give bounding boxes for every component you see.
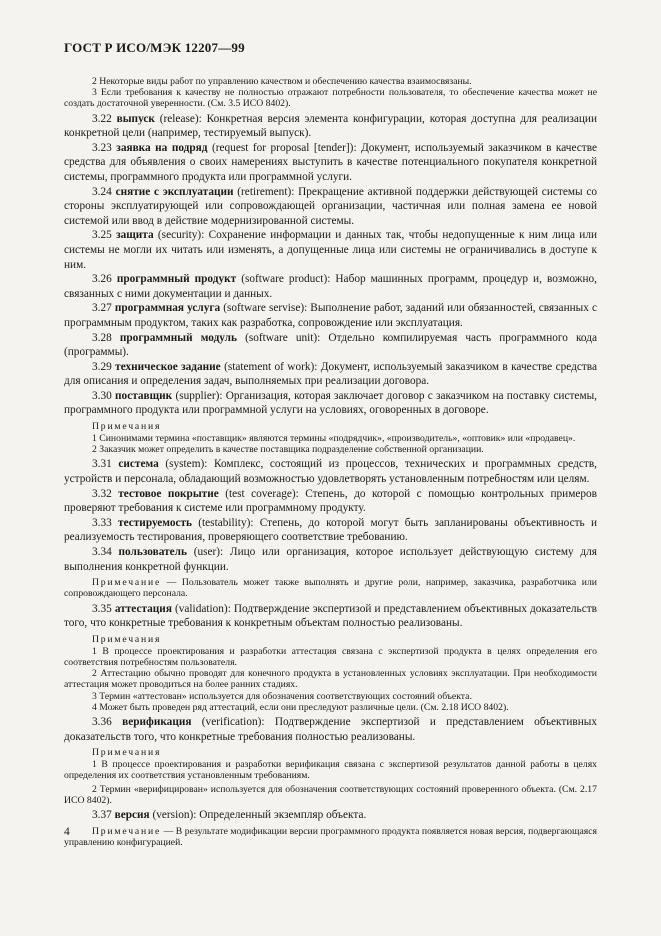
document-header: ГОСТ Р ИСО/МЭК 12207—99	[64, 40, 245, 55]
clause-number: 3.36	[92, 716, 112, 729]
definition-text: (supplier): Организация, которая заключает договор с заказчиком на поставку системы, программного продукта или программной услуги на условиях, оговоренных в договоре.	[64, 389, 598, 417]
term: техническое задание	[115, 360, 221, 373]
term: поставщик	[115, 389, 173, 402]
term: аттестация	[114, 602, 172, 615]
clause-number: 3.23	[92, 141, 112, 154]
definition-3-28	[64, 331, 597, 360]
clause-number: 3.29	[92, 360, 112, 373]
clause-number: 3.32	[92, 487, 112, 500]
definition-text: (verification): Подтверждение экспертизой и представлением объективных доказательств того, что конкретные требования полностью реализованы.	[64, 716, 598, 743]
note-text: — В результате модификации версии программного продукта появляется новая версия, подвергающаяся управлению конфигурацией.	[64, 825, 597, 848]
clause-number: 3.31	[92, 458, 112, 471]
clause-number: 3.37	[92, 809, 112, 822]
notes-label: Примечания	[92, 633, 162, 645]
definition-text: (system): Комплекс, состоящий из процессов, технических и программных средств, устройств и персонала, обладающий возможностью удовлетворять установленным потребностям или целям.	[64, 458, 597, 486]
clause-number: 3.22	[92, 112, 112, 125]
clause-number: 3.27	[92, 302, 112, 315]
term: система	[118, 458, 159, 471]
note-label: Примечание	[92, 825, 162, 837]
definition-3-37	[64, 808, 597, 823]
note-text: 2 Некоторые виды работ по управлению качеством и обеспечению качества взаимосвязаны.	[92, 76, 472, 87]
note-label: Примечание	[92, 577, 162, 589]
term: выпуск	[116, 112, 155, 125]
definition-3-35	[64, 602, 597, 631]
page-number: 4	[64, 826, 70, 838]
note-text: 2 Термин «верифицирован» используется для обозначения соответствующих состояний проверенного объекта. (См. 2.17 ИСО 8402).	[64, 783, 597, 806]
notes-label: Примечания	[92, 747, 162, 759]
definition-text: (retirement): Прекращение активной поддержки действующей системы со стороны эксплуатирующей или сопровождающей организации, частичная или полная замена ее новой системой или ввод в действие модернизированной системы.	[64, 185, 598, 227]
term: тестовое покрытие	[118, 487, 219, 500]
clause-number: 3.34	[92, 546, 112, 559]
clause-number: 3.25	[92, 229, 112, 242]
definition-3-34	[64, 545, 597, 574]
note-text: 4 Может быть проведен ряд аттестаций, если они преследуют различные цели. (См. 2.18 ИСО 8402).	[92, 701, 509, 713]
definition-3-32	[64, 487, 597, 516]
note-text: — Пользователь может также выполнять и другие роли, например, заказчика, разработчика или сопровождающего персонала.	[64, 577, 597, 600]
definition-text: (software product): Набор машинных программ, процедур и, возможно, связанных с ними документации и данных.	[64, 273, 598, 300]
note-text: 2 Аттестацию обычно проводят для конечного продукта в установленных условиях эксплуатации. При необходимости аттестация может проводиться на более ранних стадиях.	[64, 668, 597, 691]
note-text: 1 Синонимами термина «поставщик» являются термины «подрядчик», «производитель», «оптовик» или «продавец».	[92, 433, 576, 445]
definition-text: (statement of work): Документ, используемый заказчиком в качестве средства для описания и определения задач, выполняемых при реализации договора.	[64, 360, 597, 388]
term: заявка на подряд	[116, 141, 208, 154]
term: тестируемость	[118, 516, 193, 529]
document-body	[64, 76, 597, 848]
note-paragraph	[64, 826, 597, 848]
definition-text: (software servise): Выполнение работ, заданий или обязанностей, связанных с программным продуктом, таких как разработка, сопровождение или эксплуатация.	[64, 302, 597, 329]
definition-3-24	[64, 185, 597, 229]
definition-text: (test coverage): Степень, до которой с помощью контрольных примеров проверяют требования к системе или программному продукту.	[64, 487, 598, 515]
note-text: 2 Заказчик может определить в качестве поставщика подразделение собственной организации.	[92, 444, 484, 456]
definition-3-22	[64, 112, 597, 141]
note-text: 1 В процессе проектирования и разработки аттестация связана с экспертизой продукта в целях определения его соответствия потребностям пользователя.	[64, 645, 597, 669]
term: программный модуль	[119, 331, 237, 344]
clause-number: 3.30	[92, 389, 112, 402]
definition-3-27	[64, 301, 597, 330]
note-text: 3 Термин «аттестован» используется для обозначения соответствующих состояний объекта.	[92, 690, 472, 702]
clause-number: 3.24	[92, 185, 112, 198]
definition-text: (security): Сохранение информации и данных так, чтобы недопущенные к ним лица или системы не могли их читать или изменять, а допущенные лица или системы не ограничивались в доступе к ним.	[64, 229, 598, 271]
definition-3-31	[64, 457, 597, 486]
definition-text: (software unit): Отдельно компилируемая часть программного кода (программы).	[64, 331, 597, 359]
definition-3-29	[64, 360, 597, 389]
term: пользователь	[118, 546, 187, 559]
term: защита	[116, 229, 154, 242]
definition-text: (testability): Степень, до которой могут быть запланированы объективность и реализуемость тестирования, проверяющего соответствие требованию.	[64, 516, 597, 544]
term: программная услуга	[114, 302, 221, 315]
definition-3-23	[64, 141, 597, 185]
definition-text: (request for proposal [tender]): Документ, используемый заказчиком в качестве средства для объявления о своих намерениях выступить в качестве потенциального покупателя конкретной системы, программного продукта или программной услуги.	[64, 141, 597, 183]
definition-3-36	[64, 715, 597, 744]
term: версия	[114, 809, 150, 822]
clause-number: 3.33	[92, 516, 112, 529]
note-paragraph	[64, 577, 597, 599]
definition-text: (release): Конкретная версия элемента конфигурации, которая доступна для реализации конкретной цели (например, тестируемый выпуск).	[64, 112, 597, 140]
notes-label: Примечания	[92, 421, 162, 433]
definition-text: (version): Определенный экземпляр объекта.	[149, 809, 367, 822]
clause-number: 3.28	[92, 331, 112, 344]
clause-number: 3.35	[92, 602, 112, 615]
term: программный продукт	[116, 273, 237, 286]
term: верификация	[122, 716, 192, 729]
note-text: 3 Если требования к качеству не полностью отражают потребности пользователя, то обеспечение качества может не создать достаточной уверенности. (См. 3.5 ИСО 8402).	[64, 87, 597, 110]
term: снятие с эксплуатации	[115, 185, 234, 198]
note-text: 1 В процессе проектирования и разработки верификация связана с экспертизой результатов данной работы в целях определения их соответствия установленным требованиям.	[64, 759, 597, 782]
definition-3-25	[64, 228, 597, 272]
clause-number: 3.26	[92, 273, 112, 286]
definition-text: (validation): Подтверждение экспертизой и представлением объективных доказательств того, что конкретные требования к конкретным объектам полностью реализованы.	[64, 602, 597, 630]
definition-3-26	[64, 272, 597, 301]
definition-3-33	[64, 516, 597, 545]
definition-3-30	[64, 389, 597, 418]
definition-text: (user): Лицо или организация, которое использует действующую систему для выполнения конкретной функции.	[64, 546, 597, 573]
